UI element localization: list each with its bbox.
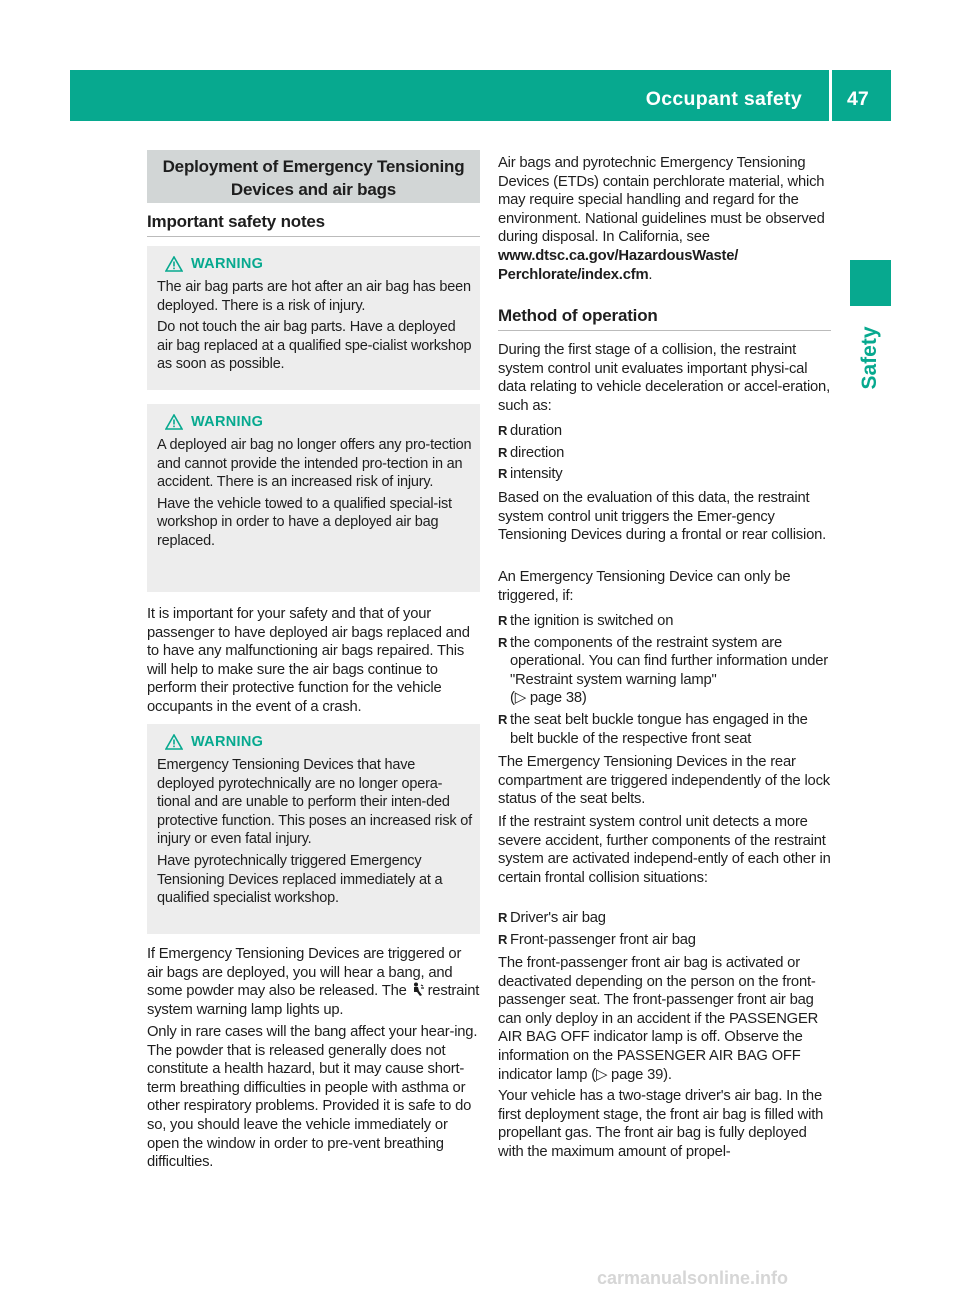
warning-box-2 bbox=[147, 404, 480, 592]
warning-triangle-icon bbox=[165, 734, 183, 750]
bullet-list bbox=[498, 422, 831, 487]
paragraph: Only in rare cases will the bang affect your hear-ing. The powder that is released generally does not constitute a health hazard, but it may cause short-term breathing difficulties in people with asthma or other respiratory problems. Provided it is safe to do so, you should leave the vehicle immediately or open the window in order to pre-vent breathing difficulties. bbox=[147, 1024, 478, 1171]
warning-box-1 bbox=[147, 246, 480, 390]
side-section-label: Safety bbox=[858, 326, 881, 390]
list-item: R the seat belt buckle tongue has engaged in the belt buckle of the respective front seat bbox=[498, 711, 831, 748]
chapter-title: Occupant safety bbox=[645, 88, 802, 110]
warning-text: Emergency Tensioning Devices that have deployed pyrotechnically are no longer opera-tional and are unable to perform their inten-ded protective function. This poses an increased risk of injury or even fatal injury. bbox=[157, 757, 472, 848]
page-reference[interactable]: (▷ page 38) bbox=[510, 690, 587, 707]
page-header bbox=[70, 70, 891, 121]
paragraph: It is important for your safety and that of your passenger to have deployed air bags replaced and to have any malfunctioning air bags repaired. This will help to make sure the air bags continue to perform their protective function for the vehicle occupants in the event of a crash. bbox=[147, 606, 470, 715]
warning-text: A deployed air bag no longer offers any pro-tection and cannot provide the intended pro-tection in an accident. There is an increased risk of injury. bbox=[157, 437, 472, 491]
bullet-list bbox=[498, 909, 831, 952]
warning-text: The air bag parts are hot after an air bag has been deployed. There is a risk of injury. bbox=[157, 279, 471, 314]
warning-box-3 bbox=[147, 724, 480, 934]
paragraph: Your vehicle has a two-stage driver's air bag. In the first deployment stage, the front air bag is filled with propellant gas. The front air bag is fully deployed with the maximum amount of propel- bbox=[498, 1088, 824, 1160]
divider bbox=[147, 236, 480, 237]
list-item: R direction bbox=[498, 444, 831, 463]
warning-text: Do not touch the air bag parts. Have a deployed air bag replaced at a qualified spe-cialist workshop as soon as possible. bbox=[157, 319, 472, 373]
perchlorate-link[interactable]: www.dtsc.ca.gov/HazardousWaste/ Perchlorate/index.cfm bbox=[498, 247, 739, 283]
paragraph: Based on the evaluation of this data, the restraint system control unit triggers the Emer-gency Tensioning Devices during a frontal or rear collision. bbox=[498, 490, 827, 544]
side-tab-marker bbox=[850, 260, 891, 306]
warning-label: WARNING bbox=[191, 733, 264, 750]
subheading-method: Method of operation bbox=[498, 306, 658, 325]
paragraph: The Emergency Tensioning Devices in the rear compartment are triggered independently of the lock status of the seat belts. bbox=[498, 754, 830, 808]
list-item: R Driver's air bag bbox=[498, 909, 831, 928]
paragraph: The front-passenger front air bag is activated or deactivated depending on the person on the front-passenger seat. The front-passenger front air bag can only deploy in an accident if the PASSENGER AIR BAG OFF indicator lamp is off. Observe the information on the PASSENGER AIR BAG OFF indicator lamp (▷ page 39). bbox=[498, 955, 819, 1083]
section-title: Deployment of Emergency Tensioning Devices and air bags bbox=[147, 150, 480, 203]
warning-label: WARNING bbox=[191, 255, 264, 272]
warning-text: Have the vehicle towed to a qualified special-ist workshop in order to have a deployed air bag replaced. bbox=[157, 495, 452, 549]
header-divider bbox=[829, 70, 832, 121]
warning-label: WARNING bbox=[191, 413, 264, 430]
list-item: R the ignition is switched on bbox=[498, 612, 831, 631]
warning-text: Have pyrotechnically triggered Emergency Tensioning Devices replaced immediately at a qualified specialist workshop. bbox=[157, 852, 443, 907]
paragraph: Air bags and pyrotechnic Emergency Tensioning Devices (ETDs) contain perchlorate material, which may require special handling and regard for the environment. National guidelines must be observed during disposal. In California, see www.dtsc.ca.gov/HazardousWaste/ Perchlorate/index.cfm. bbox=[498, 155, 825, 283]
paragraph: An Emergency Tensioning Device can only be triggered, if: bbox=[498, 569, 791, 604]
divider bbox=[498, 330, 831, 331]
page-number: 47 bbox=[847, 88, 869, 110]
list-item: R the components of the restraint system are operational. You can find further information under "Restraint system warning lamp" (▷ page 38) bbox=[498, 634, 831, 708]
paragraph: If Emergency Tensioning Devices are triggered or air bags are deployed, you will hear a bang, and some powder may also be released. The restraint system warning lamp lights up. bbox=[147, 946, 480, 1018]
paragraph: During the first stage of a collision, the restraint system control unit evaluates important physi-cal data relating to vehicle deceleration or accel-eration, such as: bbox=[498, 342, 830, 414]
list-item: R intensity bbox=[498, 465, 831, 484]
bullet-list bbox=[498, 612, 831, 751]
warning-triangle-icon bbox=[165, 256, 183, 272]
subheading-safety-notes: Important safety notes bbox=[147, 212, 325, 231]
warning-triangle-icon bbox=[165, 414, 183, 430]
watermark: carmanualsonline.info bbox=[597, 1268, 789, 1288]
list-item: R Front-passenger front air bag bbox=[498, 931, 831, 950]
paragraph: If the restraint system control unit detects a more severe accident, further components of the restraint system are activated independ-ently of each other in certain frontal collision situations: bbox=[498, 814, 831, 886]
list-item: R duration bbox=[498, 422, 831, 441]
restraint-system-warning-lamp-icon bbox=[411, 982, 425, 997]
